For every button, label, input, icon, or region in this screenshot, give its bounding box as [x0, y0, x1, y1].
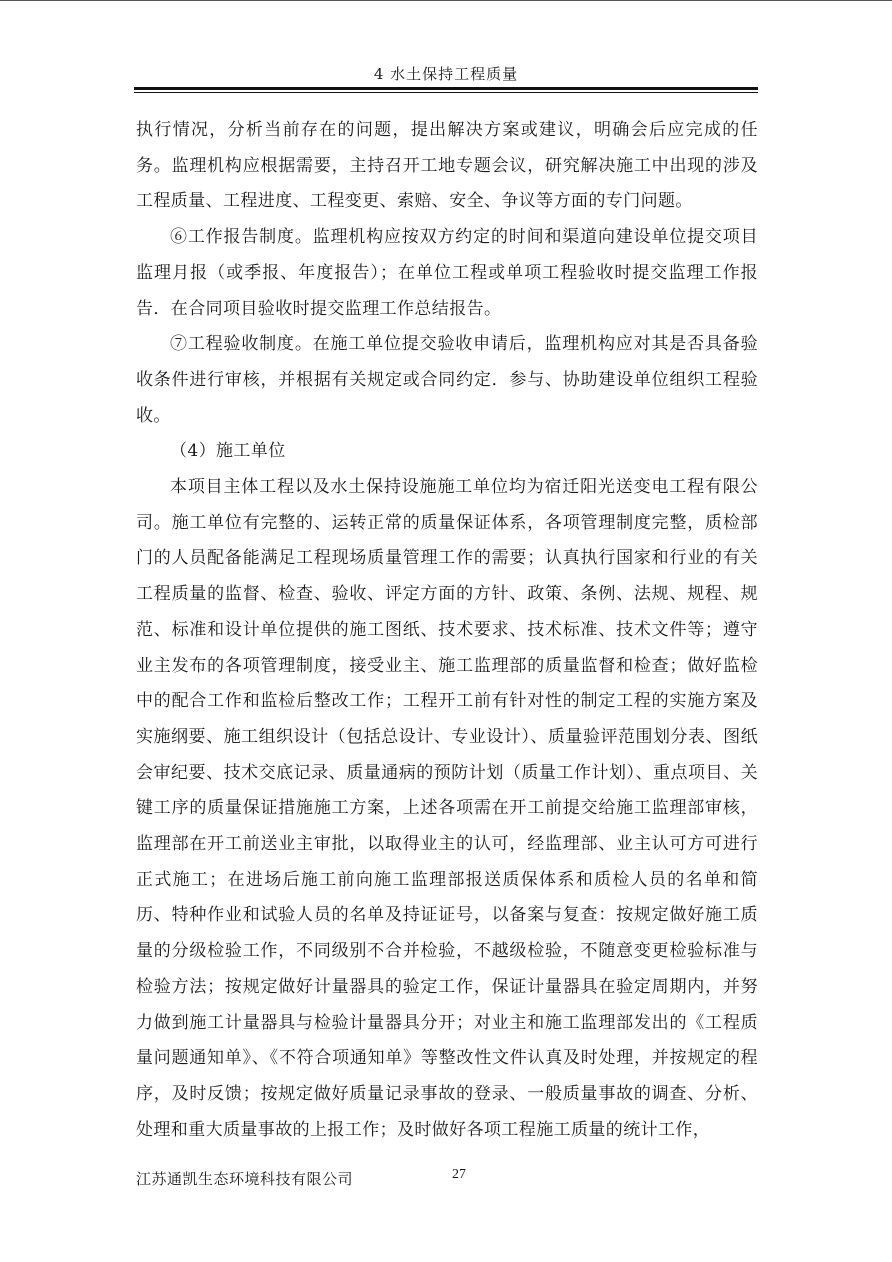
paragraph-work-report-system: ⑥工作报告制度。监理机构应按双方约定的时间和渠道向建设单位提交项目监理月报（或季报、年度报告）；在单位工程或单项工程验收时提交监理工作报告．在合同项目验收时提交监理工作总结报告。 [136, 227, 758, 319]
page-top-border [0, 0, 892, 1]
paragraph-meeting-continuation: 执行情况，分析当前存在的问题，提出解决方案或建议，明确会后应完成的任务。监理机构应根据需要，主持召开工地专题会议，研究解决施工中出现的涉及工程质量、工程进度、工程变更、索赔、安全、争议等方面的专门问题。 [136, 120, 758, 212]
running-header-title: 4 水土保持工程质量 [373, 65, 519, 83]
paragraph-acceptance-system: ⑦工程验收制度。在施工单位提交验收申请后，监理机构应对其是否具备验收条件进行审核，并根据有关规定或合同约定．参与、协助建设单位组织工程验收。 [136, 334, 758, 426]
paragraph-construction-unit: 本项目主体工程以及水土保持设施施工单位均为宿迁阳光送变电工程有限公司。施工单位有完整的、运转正常的质量保证体系，各项管理制度完整，质检部门的人员配备能满足工程现场质量管理工作的需要；认真执行国家和行业的有关工程质量的监督、检查、验收、评定方面的方针、政策、条例、法规、规程、规范、标准和设计单位提供的施工图纸、技术要求、技术标准、技术文件等；遵守业主发布的各项管理制度，接受业主、施工监理部的质量监督和检查；做好监检中的配合工作和监检后整改工作；工程开工前有针对性的制定工程的实施方案及实施纲要、施工组织设计（包括总设计、专业设计）、质量验评范围划分表、图纸会审纪要、技术交底记录、质量通病的预防计划（质量工作计划）、重点项目、关键工序的质量保证措施施工方案，上述各项需在开工前提交给施工监理部审核，监理部在开工前送业主审批，以取得业主的认可，经监理部、业主认可方可进行正式施工；在进场后施工前向施工监理部报送质保体系和质检人员的名单和简历、特种作业和试验人员的名单及持证证号，以备案与复查：按规定做好施工质量的分级检验工作，不同级别不合并检验，不越级检验，不随意变更检验标准与检验方法；按规定做好计量器具的验定工作，保证计量器具在验定周期内，并努力做到施工计量器具与检验计量器具分开；对业主和施工监理部发出的《工程质量问题通知单》、《不符合项通知单》等整改性文件认真及时处理，并按规定的程序，及时反馈；按规定做好质量记录事故的登录、一般质量事故的调查、分析、处理和重大质量事故的上报工作；及时做好各项工程施工质量的统计工作， [136, 477, 758, 1140]
page-number: 27 [452, 1167, 466, 1182]
header-rule-thick [134, 87, 758, 90]
section-heading-construction-unit: （4）施工单位 [170, 441, 286, 462]
body-text [136, 113, 758, 1148]
footer-company-name: 江苏通凯生态环境科技有限公司 [136, 1170, 354, 1188]
header-rule-thin [134, 92, 758, 93]
